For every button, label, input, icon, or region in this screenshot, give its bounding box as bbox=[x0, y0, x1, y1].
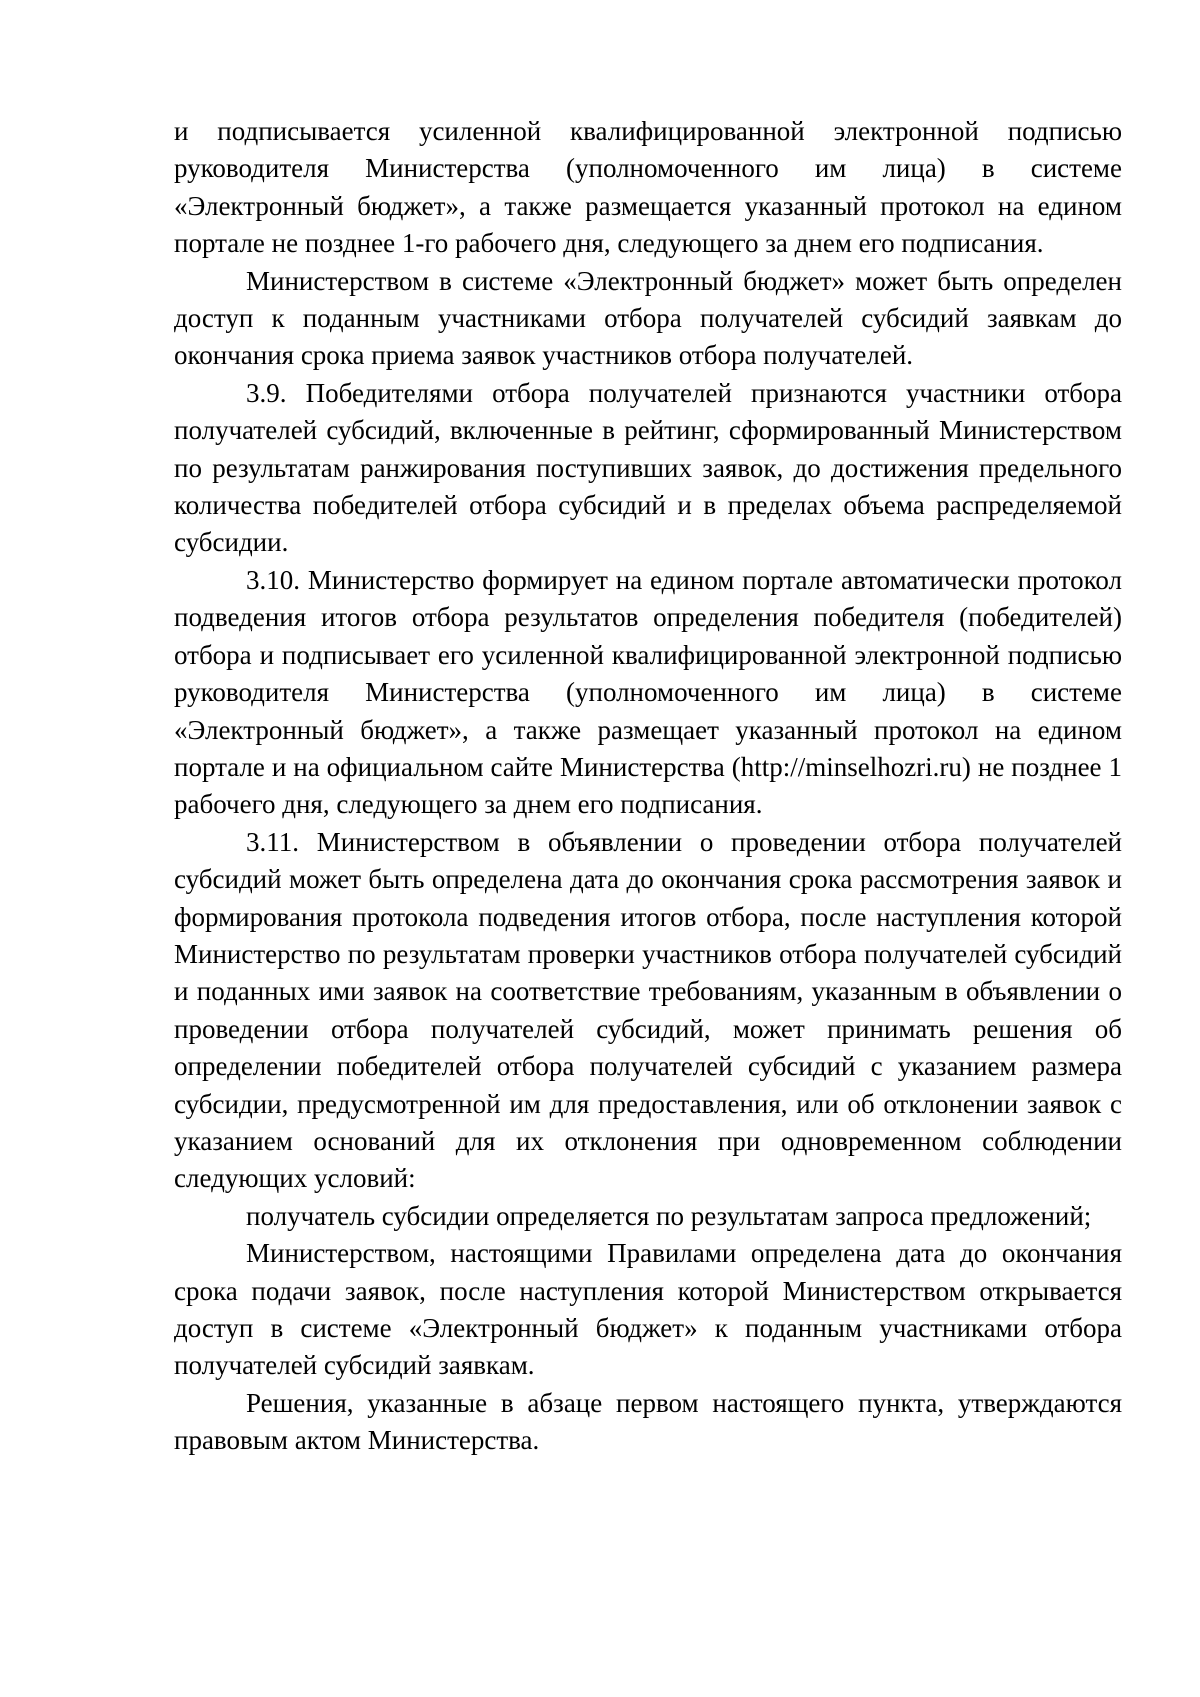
paragraph-3-10: 3.10. Министерство формирует на едином портале автоматически протокол подведения итогов отбора результатов определения победителя (победителей) отбора и подписывает его усиленной квалифицированной электронной подписью руководителя Министерства (уполномоченного им лица) в системе «Электронный бюджет», а также размещает указанный протокол на едином портале и на официальном сайте Министерства (http://minselhozri.ru) не позднее 1 рабочего дня, следующего за днем его подписания. bbox=[174, 564, 1122, 820]
paragraph-condition-1: получатель субсидии определяется по результатам запроса предложений; bbox=[246, 1200, 1092, 1231]
paragraph-3-9: 3.9. Победителями отбора получателей признаются участники отбора получателей субсидий, включенные в рейтинг, сформированный Министерством по результатам ранжирования поступивших заявок, до достижения предельного количества победителей отбора субсидий и в пределах объема распределяемой субсидии. bbox=[174, 377, 1122, 558]
paragraph-condition-2: Министерством, настоящими Правилами определена дата до окончания срока подачи заявок, после наступления которой Министерством открывается доступ в системе «Электронный бюджет» к поданным участниками отбора получателей субсидий заявкам. bbox=[174, 1238, 1122, 1381]
paragraph-continuation: и подписывается усиленной квалифицированной электронной подписью руководителя Министерства (уполномоченного им лица) в системе «Электронный бюджет», а также размещается указанный протокол на едином портале не позднее 1-го рабочего дня, следующего за днем его подписания. bbox=[174, 116, 1122, 259]
document-body bbox=[174, 113, 1122, 1460]
paragraph-3-11: 3.11. Министерством в объявлении о проведении отбора получателей субсидий может быть определена дата до окончания срока рассмотрения заявок и формирования протокола подведения итогов отбора, после наступления которой Министерство по результатам проверки участников отбора получателей субсидий и поданных ими заявок на соответствие требованиям, указанным в объявлении о проведении отбора получателей субсидий, может принимать решения об определении победителей отбора получателей субсидий с указанием размера субсидии, предусмотренной им для предоставления, или об отклонении заявок с указанием оснований для их отклонения при одновременном соблюдении следующих условий: bbox=[174, 826, 1122, 1194]
paragraph-access: Министерством в системе «Электронный бюджет» может быть определен доступ к поданным участниками отбора получателей субсидий заявкам до окончания срока приема заявок участников отбора получателей. bbox=[174, 265, 1122, 371]
paragraph-decisions: Решения, указанные в абзаце первом настоящего пункта, утверждаются правовым актом Министерства. bbox=[174, 1387, 1122, 1456]
